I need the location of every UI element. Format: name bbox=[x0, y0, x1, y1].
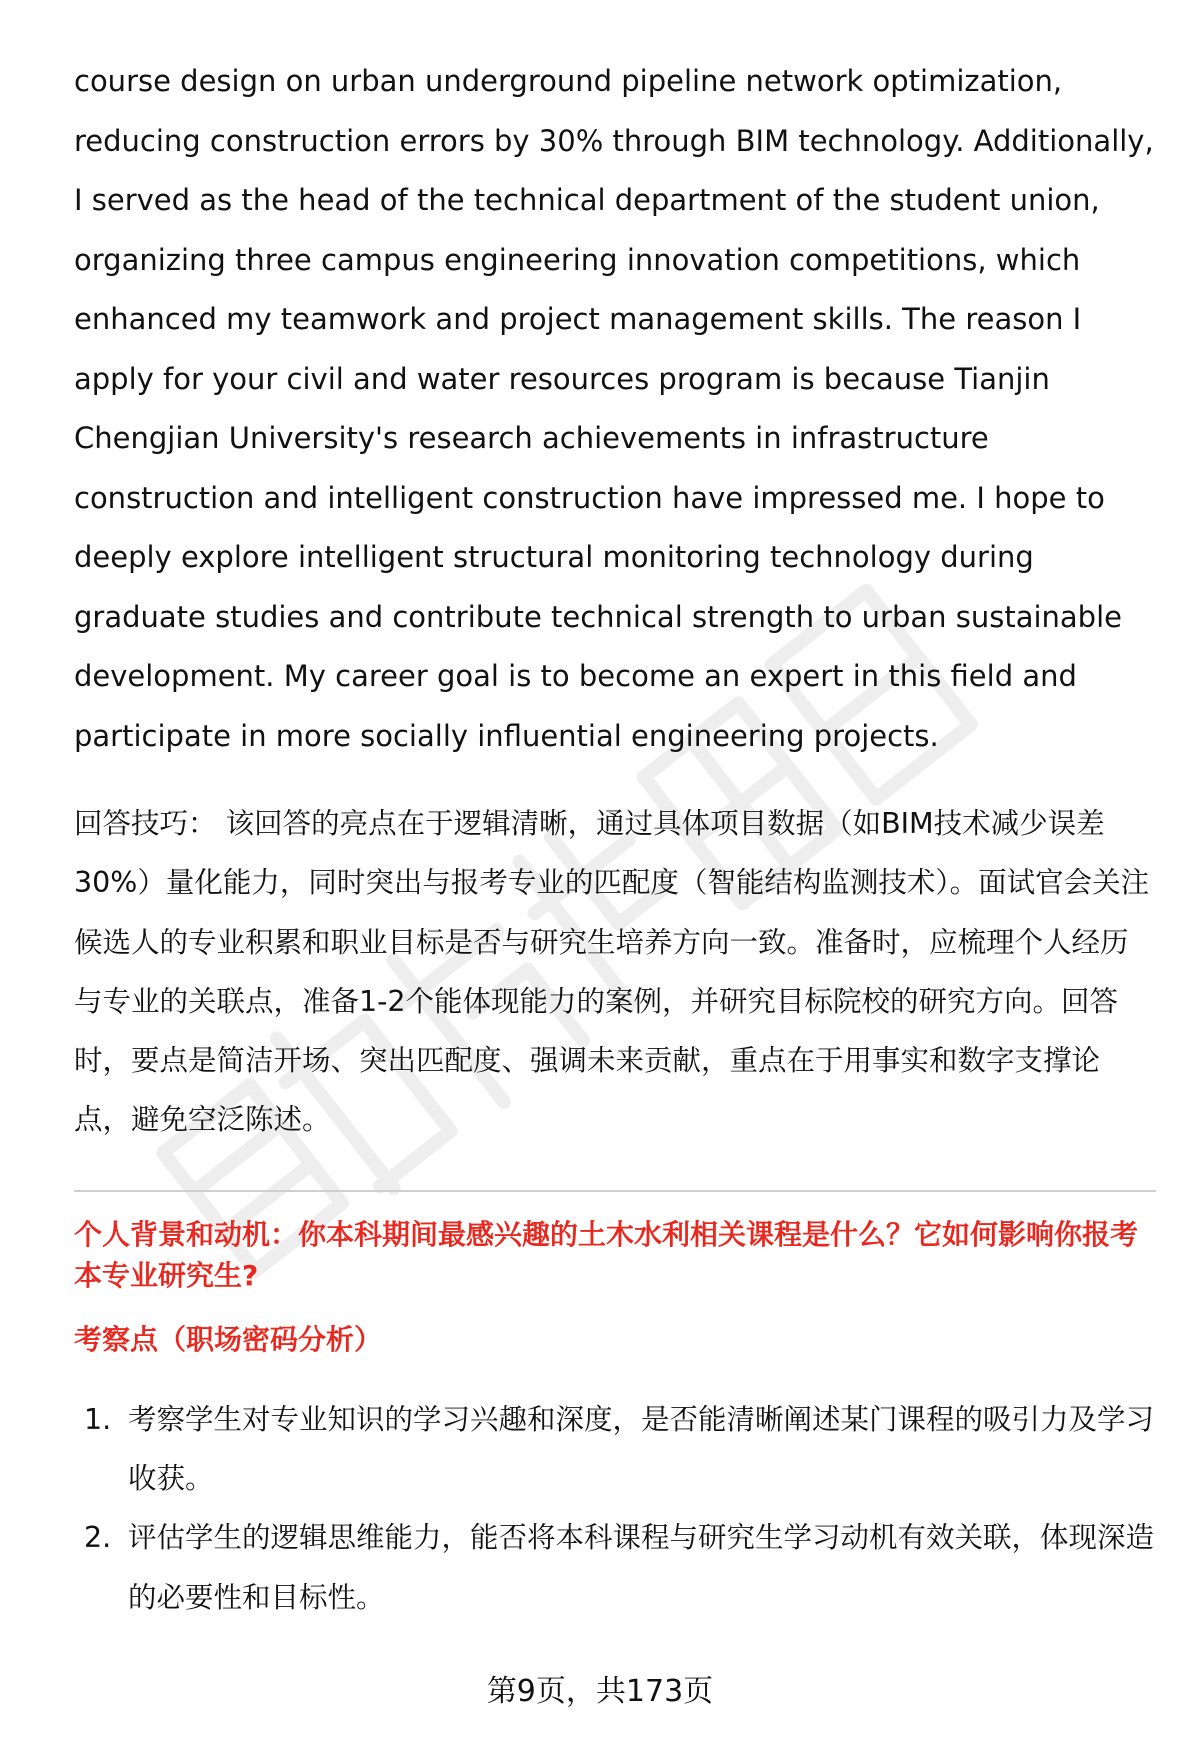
list-item-number: 2. bbox=[84, 1521, 112, 1555]
list-item-number: 1. bbox=[84, 1402, 112, 1436]
assessment-points-list bbox=[74, 1390, 1156, 1627]
answer-paragraph: course design on urban underground pipeline network optimization, reducing construction errors by 30% through BIM technology. Additionally, I served as the head of the technical department of the student union, organizing three campus engineering innovation competitions, which enhanced my teamwork and project management skills. The reason I apply for your civil and water resources program is because Tianjin Chengjian University's research achievements in infrastructure construction and intelligent construction have impressed me. I hope to deeply explore intelligent structural monitoring technology during graduate studies and contribute technical strength to urban sustainable development. My career goal is to become an expert in this field and participate in more socially influential engineering projects. bbox=[74, 64, 1154, 753]
section-divider bbox=[74, 1190, 1156, 1192]
list-item bbox=[74, 1390, 1156, 1509]
list-item-text: 考察学生对专业知识的学习兴趣和深度，是否能清晰阐述某门课程的吸引力及学习收获。 bbox=[128, 1402, 1155, 1496]
answer-tip bbox=[74, 794, 1156, 1150]
page-number-footer: 第9页，共173页 bbox=[486, 1674, 714, 1709]
question-heading: 个人背景和动机：你本科期间最感兴趣的土木水利相关课程是什么？它如何影响你报考本专业研究生? bbox=[74, 1217, 1139, 1292]
document-page bbox=[74, 52, 1156, 1627]
assessment-subheading: 考察点（职场密码分析） bbox=[74, 1322, 383, 1356]
list-item bbox=[74, 1508, 1156, 1627]
tip-label: 回答技巧： bbox=[74, 807, 217, 840]
list-item-text: 评估学生的逻辑思维能力，能否将本科课程与研究生学习动机有效关联，体现深造的必要性和目标性。 bbox=[128, 1521, 1155, 1614]
tip-text: 该回答的亮点在于逻辑清晰，通过具体项目数据（如BIM技术减少误差30%）量化能力，同时突出与报考专业的匹配度（智能结构监测技术）。面试官会关注候选人的专业积累和职业目标是否与研究生培养方向一致。准备时，应梳理个人经历与专业的关联点，准备1-2个能体现能力的案例，并研究目标院校的研究方向。回答时，要点是简洁开场、突出匹配度、强调未来贡献，重点在于用事实和数字支撑论点，避免空泛陈述。 bbox=[74, 807, 1150, 1137]
